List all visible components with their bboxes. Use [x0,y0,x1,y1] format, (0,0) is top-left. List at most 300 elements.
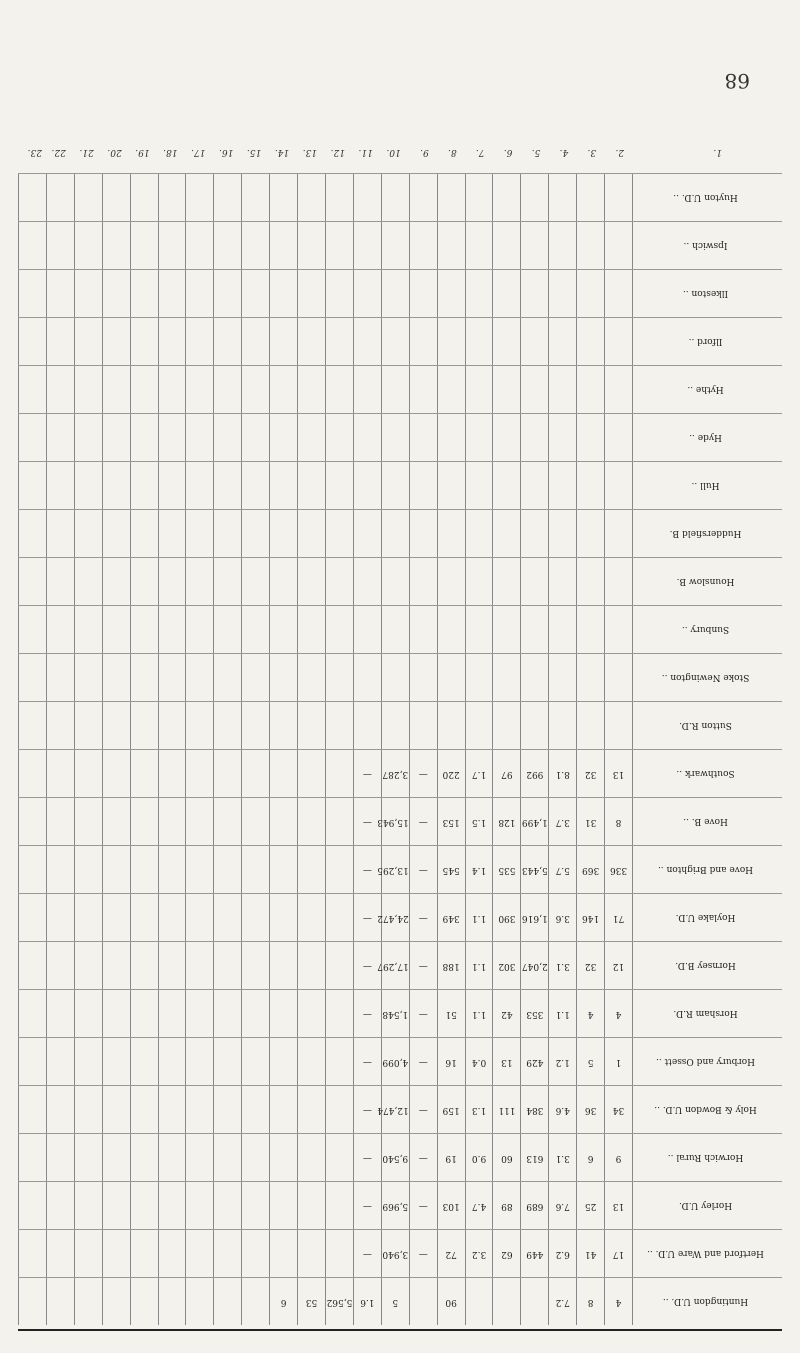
table-cell [353,750,381,797]
table-cell [576,1134,604,1181]
table-cell [185,942,213,989]
table-cell [297,1086,325,1133]
table-cell [130,990,158,1037]
cell-value: 9 [615,1153,622,1163]
table-cell [46,942,74,989]
table-cell [130,654,158,701]
table-cell [325,894,353,941]
table-cell [325,654,353,701]
cell-value: 613 [526,1153,544,1163]
row-label-cell [632,1230,782,1277]
table-cell [604,510,632,557]
cell-value: 9,540 [382,1153,409,1163]
table-cell [46,990,74,1037]
table-cell [465,846,493,893]
table-cell [520,1086,548,1133]
table-cell [241,318,269,365]
table-cell [604,702,632,749]
table-cell [548,318,576,365]
table-cell [409,750,437,797]
row-label: Sutton R.D. [679,720,732,731]
cell-value: 1,499 [521,817,548,827]
table-cell [520,1038,548,1085]
cell-value: — [362,817,372,827]
table-cell [353,942,381,989]
table-cell [74,174,102,221]
table-cell [213,558,241,605]
table-cell [520,990,548,1037]
table-cell [269,798,297,845]
table-cell [18,750,46,797]
table-cell [213,990,241,1037]
table-cell [297,1278,325,1325]
row-label-cell [632,414,782,461]
table-cell [297,990,325,1037]
cell-value: 1.1 [471,913,487,923]
table-cell [158,558,186,605]
cell-value: 0.4 [471,1057,487,1067]
table-cell [353,654,381,701]
table-cell [492,894,520,941]
table-cell [102,270,130,317]
table-cell [576,270,604,317]
row-label-cell [632,318,782,365]
table-cell [297,942,325,989]
row-label: Hove and Brighton .. [657,864,754,875]
table-cell [18,558,46,605]
row-label: Hythe .. [687,384,724,395]
cell-value: 19 [445,1153,457,1163]
cell-value: 72 [445,1249,457,1259]
table-cell [269,654,297,701]
table-cell [520,366,548,413]
table-cell [548,270,576,317]
table-cell [46,1278,74,1325]
table-cell [520,942,548,989]
table-cell [102,1278,130,1325]
table-cell [185,510,213,557]
row-label-cell [632,894,782,941]
table-cell [353,1230,381,1277]
table-cell [437,1086,465,1133]
table-cell [158,1134,186,1181]
table-cell [576,702,604,749]
table-cell [548,606,576,653]
table-cell [492,462,520,509]
table-cell [492,846,520,893]
table-cell [269,366,297,413]
table-cell [377,798,409,845]
table-cell [102,894,130,941]
table-cell [18,846,46,893]
cell-value: 3.1 [555,961,570,971]
table-cell [185,702,213,749]
table-cell [46,846,74,893]
table-cell [269,990,297,1037]
table-cell [604,558,632,605]
table-cell [18,414,46,461]
table-cell [465,750,493,797]
column-number: 16. [219,147,234,157]
table-cell [576,1086,604,1133]
cell-value: 90 [445,1297,457,1307]
cell-value: — [362,1009,372,1019]
table-cell [576,222,604,269]
table-cell [325,222,353,269]
table-cell [492,1038,520,1085]
table-cell [492,654,520,701]
table-cell [604,414,632,461]
table-cell [185,1134,213,1181]
table-cell [130,174,158,221]
table-cell [492,990,520,1037]
table-cell [492,222,520,269]
table-cell [381,174,409,221]
table-cell [465,606,493,653]
cell-value: 1.1 [555,1009,570,1019]
table-cell [102,1038,130,1085]
table-cell [604,942,632,989]
row-label: Horbury and Ossett .. [656,1056,755,1067]
table-cell [185,222,213,269]
cell-value: 1 [615,1057,622,1067]
cell-value: — [418,961,428,971]
table-cell [576,654,604,701]
row-label: Huddersfield B. [669,528,742,539]
table-cell [158,1086,186,1133]
cell-value: — [362,1153,372,1163]
table-cell [102,462,130,509]
table-cell [381,990,409,1037]
cell-value: 9.0 [471,1153,487,1163]
table-row [18,1181,782,1229]
table-row [18,365,782,413]
table-cell [353,894,381,941]
table-cell [353,174,381,221]
table-cell [409,1086,437,1133]
table-cell [353,222,381,269]
cell-value: 353 [526,1009,544,1019]
table-cell [46,894,74,941]
table-cell [185,270,213,317]
table-cell [409,558,437,605]
cell-value: 369 [582,865,600,875]
table-cell [74,750,102,797]
table-cell [213,846,241,893]
table-cell [548,462,576,509]
table-cell [130,1134,158,1181]
table-cell [325,606,353,653]
table-cell [185,798,213,845]
table-cell [130,558,158,605]
table-cell [102,750,130,797]
table-cell [576,606,604,653]
table-cell [576,462,604,509]
table-cell [269,510,297,557]
table-cell [241,750,269,797]
table-cell [213,750,241,797]
table-cell [353,1278,381,1325]
cell-value: 12 [612,961,625,971]
table-cell [158,654,186,701]
column-number: 18. [163,147,178,157]
table-cell [409,1278,437,1325]
table-cell [297,558,325,605]
table-row [18,1277,782,1325]
cell-value: 24,472 [377,913,409,923]
table-cell [130,462,158,509]
table-cell [520,222,548,269]
table-cell [102,1134,130,1181]
cell-value: 545 [442,865,460,875]
cell-value: 4 [615,1297,622,1307]
table-cell [102,1182,130,1229]
row-label: Stoke Newington .. [661,672,750,683]
table-cell [604,750,632,797]
table-cell [74,1086,102,1133]
table-cell [465,222,493,269]
cell-value: 16 [445,1057,457,1067]
table-cell [604,654,632,701]
table-cell [18,222,46,269]
table-cell [297,606,325,653]
table-cell [297,750,325,797]
cell-value: 349 [442,913,460,923]
table-cell [409,462,437,509]
row-label-cell [632,366,782,413]
row-label: Horsham R.D. [673,1008,738,1019]
table-cell [604,990,632,1037]
table-cell [437,558,465,605]
table-cell [213,366,241,413]
table-cell [185,990,213,1037]
table-cell [325,270,353,317]
table-cell [185,1038,213,1085]
table-cell [492,1182,520,1229]
cell-value: — [418,865,428,875]
row-label-cell [632,510,782,557]
table-cell [381,270,409,317]
table-cell [46,750,74,797]
table-cell [576,414,604,461]
table-cell [241,510,269,557]
table-cell [325,1134,353,1181]
table-cell [241,174,269,221]
table-cell [377,894,409,941]
column-number: 13. [302,147,318,157]
table-cell [409,606,437,653]
table-cell [377,846,409,893]
cell-value: — [418,1153,428,1163]
table-cell [130,750,158,797]
table-cell [269,270,297,317]
table-cell [381,1230,409,1277]
table-cell [409,270,437,317]
column-number: 5. [531,147,541,157]
table-cell [46,318,74,365]
cell-value: 31 [584,817,597,827]
table-cell [576,558,604,605]
table-cell [353,462,381,509]
table-row [18,317,782,365]
table-cell [377,942,409,989]
table-cell [130,366,158,413]
table-cell [74,510,102,557]
table-cell [325,1278,353,1325]
table-cell [74,894,102,941]
table-cell [353,702,381,749]
cell-value: 5,443 [521,865,548,875]
table-cell [185,654,213,701]
table-cell [241,654,269,701]
table-cell [74,558,102,605]
table-cell [465,318,493,365]
table-cell [74,990,102,1037]
table-cell [437,990,465,1037]
table-cell [297,222,325,269]
cell-value: 220 [442,769,460,779]
table-cell [241,1134,269,1181]
table-cell [269,318,297,365]
table-cell [241,1038,269,1085]
table-cell [158,1038,186,1085]
cell-value: 2,047 [521,961,548,971]
table-row [18,509,782,557]
table-cell [241,270,269,317]
table-cell [604,174,632,221]
table-cell [548,1134,576,1181]
table-cell [465,1182,493,1229]
row-label-cell [632,798,782,845]
table-cell [381,222,409,269]
table-cell [297,510,325,557]
row-label: Hoylake U.D. [675,912,736,923]
table-cell [325,1182,353,1229]
table-cell [492,270,520,317]
table-cell [325,558,353,605]
cell-value: — [418,1249,428,1259]
table-cell [130,270,158,317]
table-cell [353,606,381,653]
table-cell [46,1134,74,1181]
cell-value: 15,943 [377,817,409,827]
cell-value: 60 [501,1153,513,1163]
table-row [18,605,782,653]
table-cell [409,414,437,461]
table-cell [74,414,102,461]
cell-value: 188 [442,961,460,971]
table-cell [604,606,632,653]
table-cell [520,846,548,893]
table-cell [18,270,46,317]
table-cell [325,1230,353,1277]
table-cell [576,366,604,413]
table-cell [465,654,493,701]
table-cell [241,1278,269,1325]
table-cell [185,894,213,941]
cell-value: 1.7 [471,769,487,779]
cell-value: — [418,913,428,923]
table-cell [353,510,381,557]
cell-value: 1.4 [471,865,487,875]
column-number: 23. [27,147,42,157]
table-cell [437,462,465,509]
table-cell [548,1038,576,1085]
table-cell [465,1086,493,1133]
table-cell [548,510,576,557]
table-cell [158,222,186,269]
table-cell [102,990,130,1037]
table-cell [18,894,46,941]
table-cell [297,318,325,365]
table-cell [213,702,241,749]
table-cell [297,798,325,845]
row-label-cell [632,1134,782,1181]
table-row [18,1037,782,1085]
column-number: 15. [246,147,262,157]
table-cell [297,1038,325,1085]
cell-value: 4.6 [555,1105,570,1115]
row-label-cell [632,702,782,749]
cell-value: 1,548 [382,1009,409,1019]
table-cell [74,1230,102,1277]
table-cell [185,462,213,509]
table-cell [409,846,437,893]
row-label: Hull .. [691,480,720,491]
table-cell [437,894,465,941]
table-cell [185,1278,213,1325]
table-cell [46,1038,74,1085]
table-cell [213,414,241,461]
table-cell [213,654,241,701]
table-cell [102,702,130,749]
table-cell [241,462,269,509]
table-cell [185,1230,213,1277]
table-cell [548,798,576,845]
table-cell [269,1278,297,1325]
cell-value: 1.3 [471,1105,487,1115]
table-cell [409,942,437,989]
table-cell [213,894,241,941]
table-cell [18,174,46,221]
cell-value: 1.6 [360,1297,375,1307]
table-cell [158,1182,186,1229]
table-cell [241,1230,269,1277]
column-number: 20. [107,147,122,157]
table-cell [130,798,158,845]
table-cell [437,654,465,701]
table-cell [18,510,46,557]
table-cell [130,894,158,941]
table-cell [548,222,576,269]
column-number: 22. [51,147,66,157]
table-cell [437,1038,465,1085]
table-cell [130,1038,158,1085]
cell-value: — [362,1249,372,1259]
cell-value: 3.6 [555,913,570,923]
table-cell [269,1182,297,1229]
table-cell [353,270,381,317]
table-cell [437,606,465,653]
table-cell [297,846,325,893]
table-cell [437,510,465,557]
table-cell [353,414,381,461]
cell-value: 1.5 [471,817,487,827]
row-label-cell [632,654,782,701]
table-cell [325,174,353,221]
table-cell [492,606,520,653]
row-label: Hornsey B.D. [675,960,736,971]
